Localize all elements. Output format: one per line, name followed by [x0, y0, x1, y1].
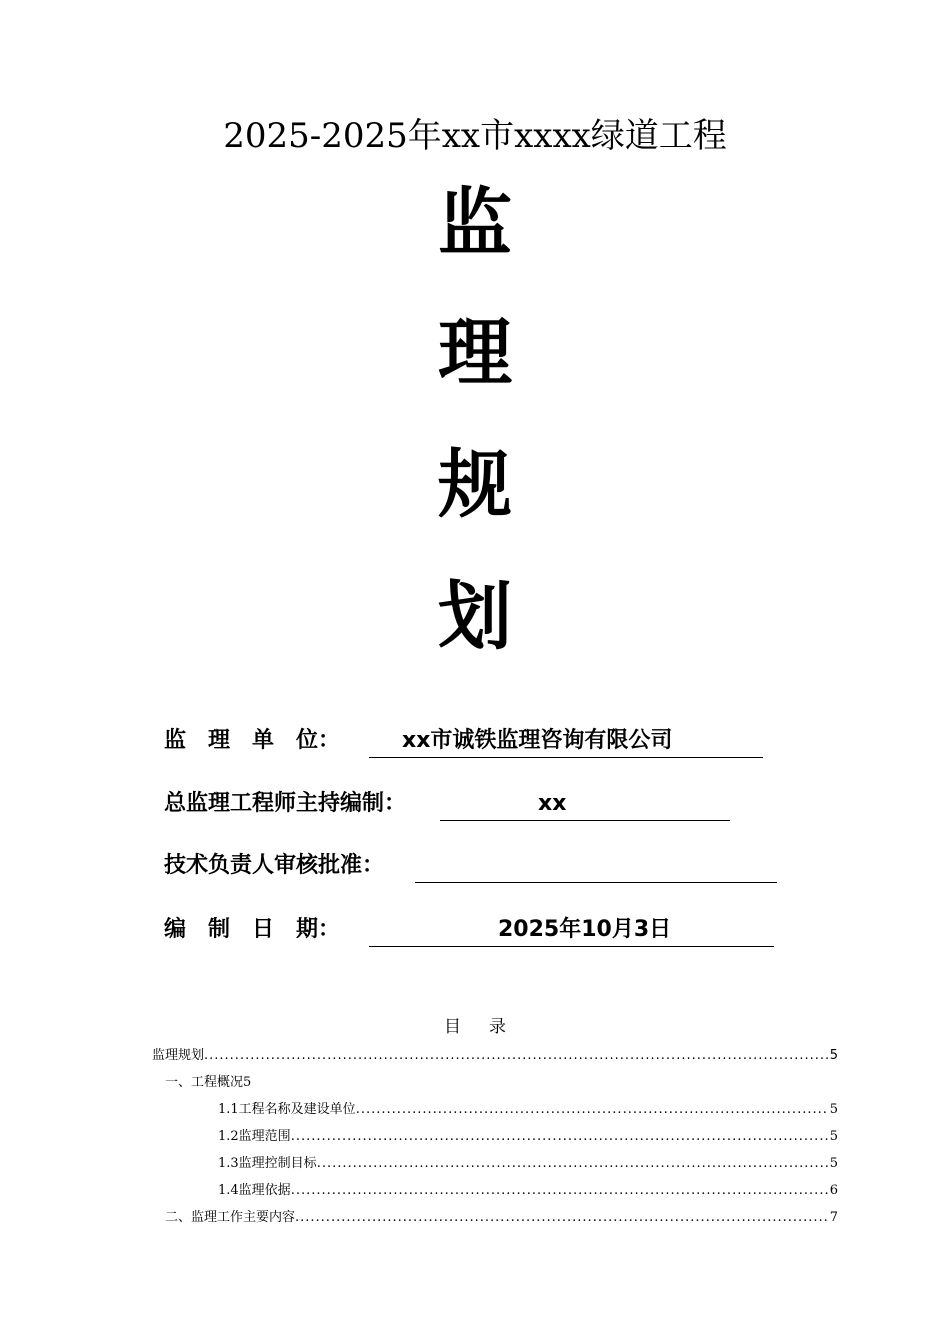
toc-heading [0, 1012, 950, 1037]
toc-entry-page: 5 [829, 1102, 838, 1117]
toc-entry[interactable] [218, 1100, 838, 1120]
toc-entry-page: 5 [829, 1048, 838, 1063]
toc-entry[interactable] [218, 1154, 838, 1174]
toc-entry-page: 5 [829, 1129, 838, 1144]
toc-entry[interactable] [165, 1073, 465, 1093]
chief-engineer-row [164, 787, 764, 821]
toc-entry-title: 二、监理工作主要内容 [165, 1210, 296, 1225]
toc-entry-title: 1.3监理控制目标 [218, 1156, 317, 1171]
compile-date-row [164, 913, 784, 947]
supervision-unit-label: 监 理 单 位： [164, 728, 341, 753]
supervision-unit-value: xx市诚铁监理咨询有限公司 [402, 728, 673, 753]
toc-entry-title: 一、工程概况5 [165, 1075, 252, 1090]
toc-entry[interactable] [165, 1208, 838, 1228]
toc-entry-title: 1.2监理范围 [218, 1129, 291, 1144]
doc-title-char-2: 理 [438, 310, 512, 396]
chief-engineer-label: 总监理工程师主持编制： [164, 791, 407, 816]
toc-entry-leader [204, 1046, 828, 1066]
toc-entry-leader [291, 1127, 828, 1147]
toc-entry[interactable] [218, 1181, 838, 1201]
toc-entry-page: 5 [829, 1156, 838, 1171]
toc-entry-leader [356, 1100, 828, 1120]
toc-heading-char-2: 录 [489, 1017, 506, 1037]
toc-entry-title: 监理规划 [152, 1048, 205, 1063]
toc-entry[interactable] [152, 1046, 838, 1066]
toc-heading-char-1: 目 [444, 1017, 461, 1037]
technical-reviewer-row [164, 849, 784, 883]
toc-entry-leader [317, 1154, 828, 1174]
doc-title-char-4: 划 [438, 574, 512, 660]
toc-entry-page: 7 [829, 1210, 838, 1225]
doc-title-char-3: 规 [438, 442, 512, 528]
chief-engineer-value: xx [538, 791, 567, 816]
supervision-unit-row [164, 724, 764, 758]
chief-engineer-underline [440, 787, 730, 821]
toc-entry[interactable] [218, 1127, 838, 1147]
toc-entry-page: 6 [829, 1183, 838, 1198]
toc-entry-leader [295, 1208, 828, 1228]
technical-reviewer-label: 技术负责人审核批准： [164, 853, 385, 878]
toc-entry-title: 1.4监理依据 [218, 1183, 291, 1198]
doc-title-char-1: 监 [438, 180, 512, 266]
project-title: 2025-2025年xx市xxxx绿道工程 [223, 116, 727, 156]
technical-reviewer-underline [415, 849, 777, 883]
toc-entry-title: 1.1工程名称及建设单位 [218, 1102, 356, 1117]
compile-date-label: 编 制 日 期： [164, 917, 341, 942]
compile-date-value: 2025年10月3日 [498, 917, 672, 942]
toc-entry-leader [291, 1181, 828, 1201]
